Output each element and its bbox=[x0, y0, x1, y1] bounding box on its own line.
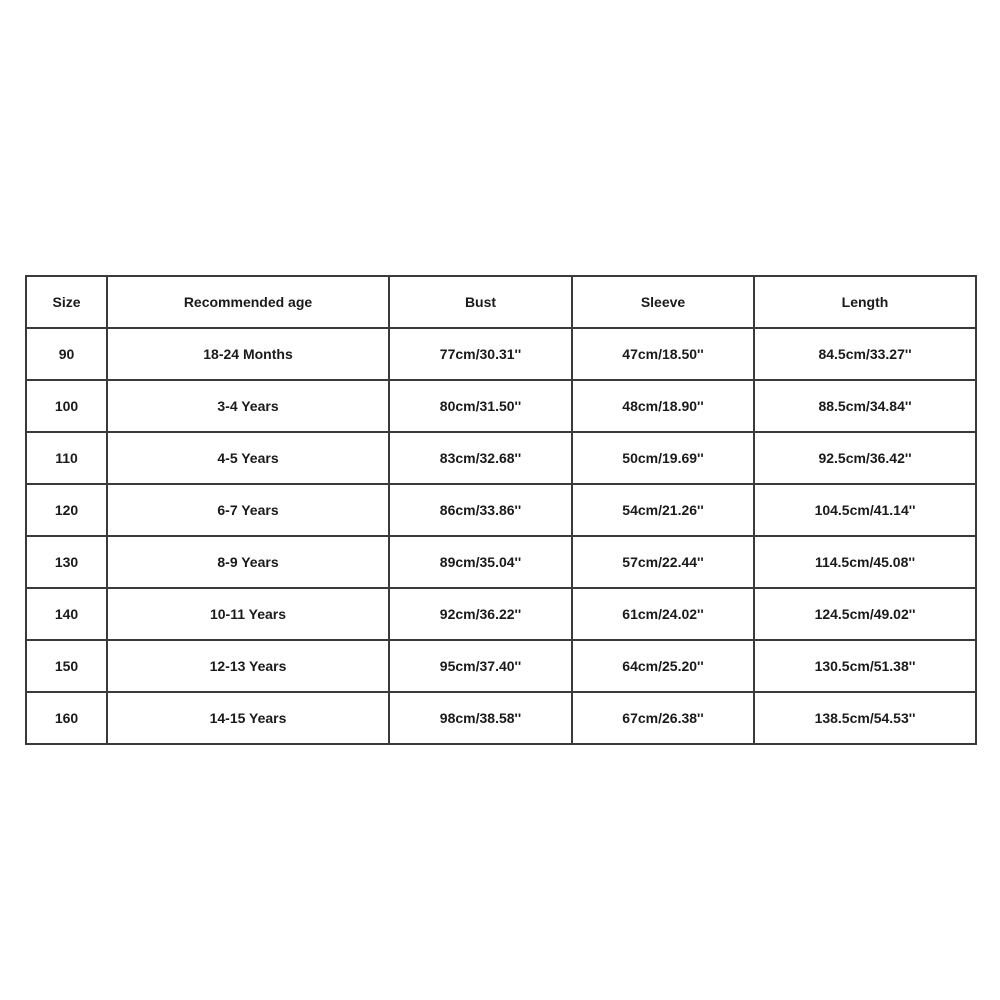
table-row bbox=[26, 536, 976, 588]
cell-bust: 92cm/36.22'' bbox=[389, 588, 572, 640]
cell-size: 150 bbox=[26, 640, 107, 692]
cell-size: 120 bbox=[26, 484, 107, 536]
cell-recommended-age: 10-11 Years bbox=[107, 588, 389, 640]
cell-size: 130 bbox=[26, 536, 107, 588]
cell-sleeve: 67cm/26.38'' bbox=[572, 692, 754, 744]
cell-recommended-age: 12-13 Years bbox=[107, 640, 389, 692]
cell-length: 138.5cm/54.53'' bbox=[754, 692, 976, 744]
cell-size: 100 bbox=[26, 380, 107, 432]
cell-length: 104.5cm/41.14'' bbox=[754, 484, 976, 536]
cell-sleeve: 61cm/24.02'' bbox=[572, 588, 754, 640]
size-chart-table bbox=[25, 275, 977, 745]
cell-length: 130.5cm/51.38'' bbox=[754, 640, 976, 692]
cell-bust: 83cm/32.68'' bbox=[389, 432, 572, 484]
cell-sleeve: 54cm/21.26'' bbox=[572, 484, 754, 536]
cell-recommended-age: 4-5 Years bbox=[107, 432, 389, 484]
table-row bbox=[26, 380, 976, 432]
table-row bbox=[26, 328, 976, 380]
table-row bbox=[26, 692, 976, 744]
cell-size: 110 bbox=[26, 432, 107, 484]
cell-length: 114.5cm/45.08'' bbox=[754, 536, 976, 588]
table-row bbox=[26, 432, 976, 484]
cell-size: 140 bbox=[26, 588, 107, 640]
table-row bbox=[26, 588, 976, 640]
cell-sleeve: 50cm/19.69'' bbox=[572, 432, 754, 484]
cell-bust: 98cm/38.58'' bbox=[389, 692, 572, 744]
cell-size: 90 bbox=[26, 328, 107, 380]
table-row bbox=[26, 484, 976, 536]
cell-bust: 80cm/31.50'' bbox=[389, 380, 572, 432]
cell-bust: 77cm/30.31'' bbox=[389, 328, 572, 380]
cell-size: 160 bbox=[26, 692, 107, 744]
cell-length: 124.5cm/49.02'' bbox=[754, 588, 976, 640]
cell-recommended-age: 8-9 Years bbox=[107, 536, 389, 588]
cell-sleeve: 47cm/18.50'' bbox=[572, 328, 754, 380]
cell-length: 84.5cm/33.27'' bbox=[754, 328, 976, 380]
cell-sleeve: 48cm/18.90'' bbox=[572, 380, 754, 432]
cell-length: 88.5cm/34.84'' bbox=[754, 380, 976, 432]
table-row bbox=[26, 640, 976, 692]
header-length: Length bbox=[754, 276, 976, 328]
cell-length: 92.5cm/36.42'' bbox=[754, 432, 976, 484]
cell-sleeve: 64cm/25.20'' bbox=[572, 640, 754, 692]
header-bust: Bust bbox=[389, 276, 572, 328]
header-recommended-age: Recommended age bbox=[107, 276, 389, 328]
cell-recommended-age: 3-4 Years bbox=[107, 380, 389, 432]
header-sleeve: Sleeve bbox=[572, 276, 754, 328]
cell-bust: 95cm/37.40'' bbox=[389, 640, 572, 692]
table-header-row bbox=[26, 276, 976, 328]
cell-sleeve: 57cm/22.44'' bbox=[572, 536, 754, 588]
header-size: Size bbox=[26, 276, 107, 328]
cell-bust: 89cm/35.04'' bbox=[389, 536, 572, 588]
cell-recommended-age: 6-7 Years bbox=[107, 484, 389, 536]
cell-recommended-age: 14-15 Years bbox=[107, 692, 389, 744]
cell-bust: 86cm/33.86'' bbox=[389, 484, 572, 536]
cell-recommended-age: 18-24 Months bbox=[107, 328, 389, 380]
